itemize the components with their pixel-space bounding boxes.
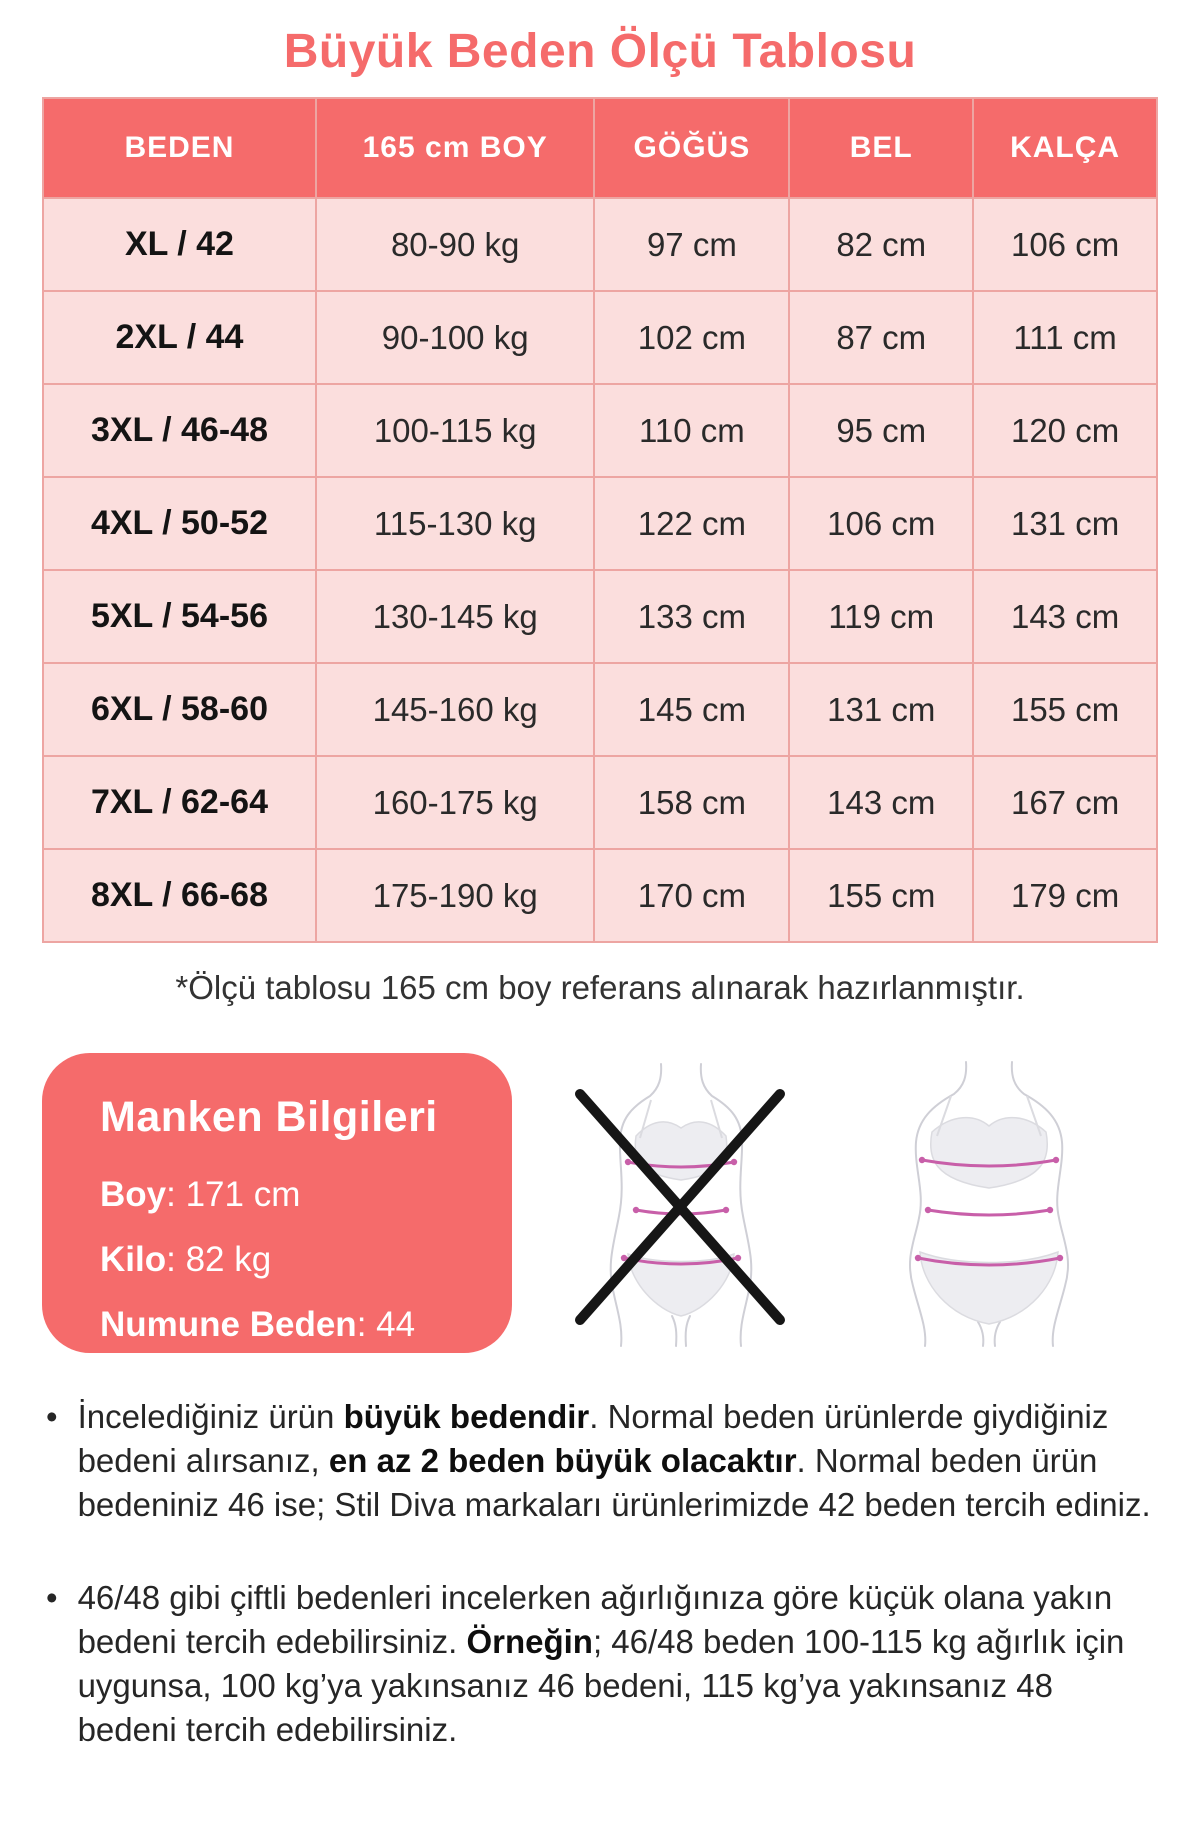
col-header-boy: 165 cm BOY (316, 98, 595, 198)
cell-hip: 120 cm (973, 384, 1157, 477)
cell-waist: 119 cm (789, 570, 973, 663)
cell-bust: 97 cm (594, 198, 789, 291)
cell-bust: 102 cm (594, 291, 789, 384)
model-sample-size-value: 44 (376, 1304, 416, 1344)
cell-hip: 167 cm (973, 756, 1157, 849)
model-height-line: Boy: 171 cm (100, 1175, 301, 1214)
cell-waist: 95 cm (789, 384, 973, 477)
cell-size: 7XL / 62-64 (43, 756, 316, 849)
cell-size: 8XL / 66-68 (43, 849, 316, 942)
plus-body-measure-icon (849, 1058, 1129, 1348)
cell-waist: 131 cm (789, 663, 973, 756)
cell-weight: 175-190 kg (316, 849, 595, 942)
model-weight-label: Kilo (100, 1239, 167, 1279)
cell-hip: 131 cm (973, 477, 1157, 570)
cell-hip: 155 cm (973, 663, 1157, 756)
slim-body-crossed-icon (541, 1058, 821, 1348)
model-height-value: 171 cm (185, 1175, 301, 1214)
col-header-kalca: KALÇA (973, 98, 1157, 198)
cell-size: XL / 42 (43, 198, 316, 291)
cell-hip: 179 cm (973, 849, 1157, 942)
model-weight-line: Kilo: 82 kg (100, 1239, 272, 1279)
cell-waist: 82 cm (789, 198, 973, 291)
cell-bust: 158 cm (594, 756, 789, 849)
note-text-1: İncelediğiniz ürün büyük bedendir. Normal beden ürünlerde giydiğiniz bedeni alırsanız, en az 2 beden büyük olacaktır. Normal beden ürün bedeniniz 46 ise; Stil Diva markaları ürünlerimizde 42 beden tercih ediniz. (77, 1398, 1151, 1524)
cell-waist: 87 cm (789, 291, 973, 384)
size-notes (40, 1395, 1152, 1753)
cell-waist: 106 cm (789, 477, 973, 570)
cell-hip: 111 cm (973, 291, 1157, 384)
cell-hip: 143 cm (973, 570, 1157, 663)
size-table-body (43, 198, 1157, 942)
cell-weight: 130-145 kg (316, 570, 595, 663)
model-sample-size-line: Numune Beden: 44 (100, 1304, 416, 1344)
table-row (43, 198, 1157, 291)
table-row (43, 477, 1157, 570)
cell-size: 2XL / 44 (43, 291, 316, 384)
model-info-section (42, 1053, 1158, 1353)
cell-waist: 143 cm (789, 756, 973, 849)
table-row (43, 756, 1157, 849)
cell-weight: 100-115 kg (316, 384, 595, 477)
table-row (43, 849, 1157, 942)
table-footnote: *Ölçü tablosu 165 cm boy referans alınarak hazırlanmıştır. (175, 969, 1025, 1006)
measurement-figures (512, 1053, 1158, 1353)
table-row (43, 291, 1157, 384)
cell-bust: 170 cm (594, 849, 789, 942)
model-weight-value: 82 kg (185, 1239, 272, 1279)
cell-size: 4XL / 50-52 (43, 477, 316, 570)
cell-bust: 133 cm (594, 570, 789, 663)
cell-bust: 110 cm (594, 384, 789, 477)
note-item-2 (40, 1576, 1152, 1753)
cell-weight: 145-160 kg (316, 663, 595, 756)
cell-bust: 122 cm (594, 477, 789, 570)
table-row (43, 384, 1157, 477)
cell-hip: 106 cm (973, 198, 1157, 291)
size-table-header-row (43, 98, 1157, 198)
size-table (42, 97, 1158, 943)
note-text-2: 46/48 gibi çiftli bedenleri incelerken ağırlığınıza göre küçük olana yakın bedeni tercih edebilirsiniz. Örneğin; 46/48 beden 100-115 kg ağırlık için uygunsa, 100 kg’ya yakınsanız 46 bedeni, 115 kg’ya yakınsanız 48 bedeni tercih edebilirsiniz. (77, 1578, 1125, 1749)
model-sample-size-label: Numune Beden (100, 1304, 357, 1344)
note-item-1 (40, 1395, 1152, 1528)
page-title: Büyük Beden Ölçü Tablosu (283, 25, 917, 78)
cell-size: 3XL / 46-48 (43, 384, 316, 477)
cell-weight: 80-90 kg (316, 198, 595, 291)
col-header-beden: BEDEN (43, 98, 316, 198)
model-info-title: Manken Bilgileri (100, 1093, 438, 1141)
cell-bust: 145 cm (594, 663, 789, 756)
cell-waist: 155 cm (789, 849, 973, 942)
cell-weight: 115-130 kg (316, 477, 595, 570)
model-info-card (42, 1053, 512, 1353)
bullet-icon: • (46, 1578, 58, 1616)
cell-size: 5XL / 54-56 (43, 570, 316, 663)
size-guide-page (0, 24, 1200, 1824)
table-row (43, 663, 1157, 756)
cell-size: 6XL / 58-60 (43, 663, 316, 756)
model-height-label: Boy (100, 1175, 167, 1214)
col-header-bel: BEL (789, 98, 973, 198)
col-header-gogus: GÖĞÜS (594, 98, 789, 198)
table-row (43, 570, 1157, 663)
cell-weight: 160-175 kg (316, 756, 595, 849)
bullet-icon: • (46, 1398, 58, 1435)
cell-weight: 90-100 kg (316, 291, 595, 384)
